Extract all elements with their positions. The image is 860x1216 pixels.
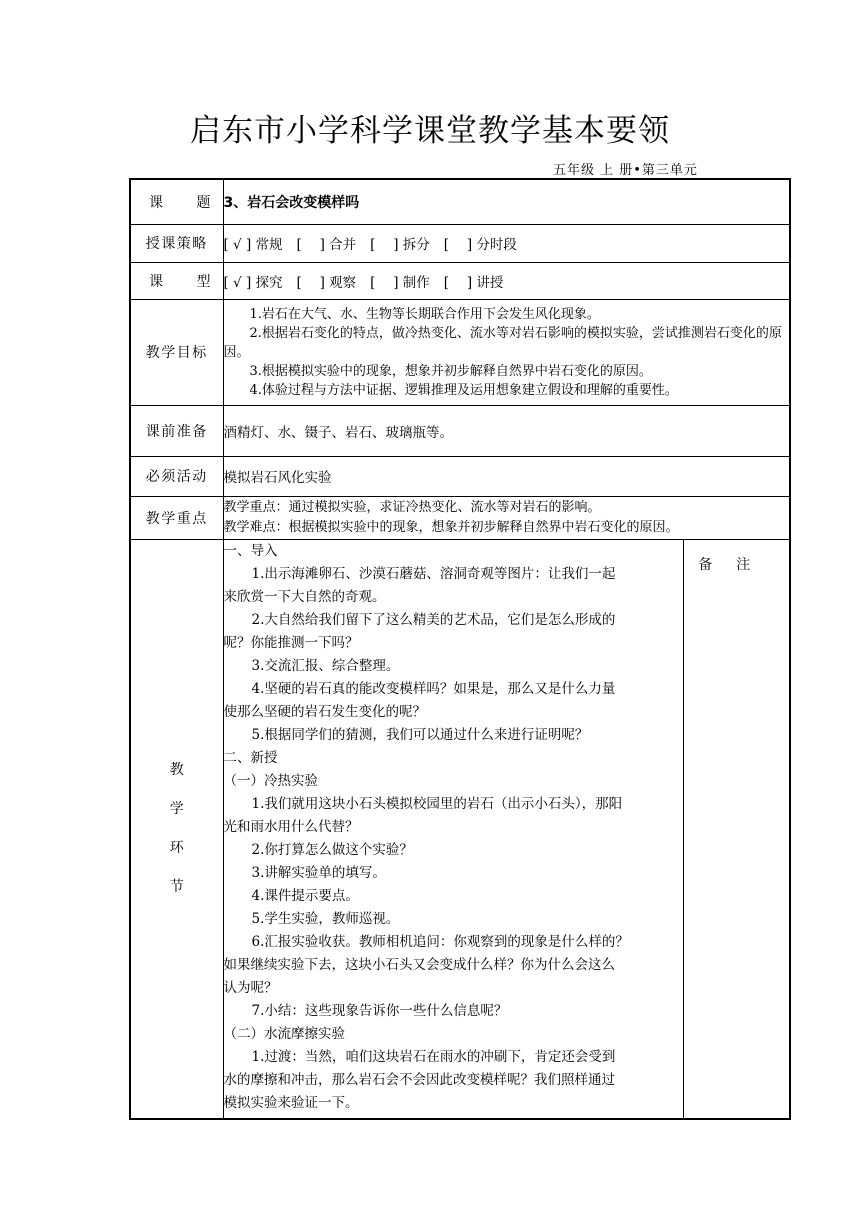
- notes-column: 备注: [683, 539, 790, 1119]
- process-line: 使那么坚硬的岩石发生变化的呢？: [223, 703, 426, 720]
- process-line: 一、导入: [223, 542, 278, 559]
- activity-value: 模拟岩石风化实验: [223, 456, 790, 496]
- process-line: 4.课件提示要点。: [251, 887, 359, 904]
- process-line: 2.大自然给我们留下了这么精美的艺术品，它们是怎么形成的: [251, 611, 616, 628]
- process-line: 呢？你能推测一下吗？: [223, 634, 359, 651]
- process-line: 1.我们就用这块小石头模拟校园里的岩石（出示小石头），那阳: [251, 795, 623, 812]
- strategy-options: [223, 224, 790, 262]
- strategy-option[interactable]: [ ] 合并: [296, 237, 357, 253]
- label-strategy: 授课策略: [130, 224, 223, 262]
- type-option[interactable]: [ ] 制作: [370, 274, 430, 291]
- focus-key: 教学重点：通过模拟实验，求证冷热变化、流水等对岩石的影响。: [223, 499, 601, 515]
- label-prep: 课前准备: [130, 405, 223, 456]
- goal-item: 2.根据岩石变化的特点，做冷热变化、流水等对岩石影响的模拟实验，尝试推测岩石变化的原因。: [223, 325, 782, 360]
- process-line: 光和雨水用什么代替？: [223, 818, 359, 835]
- row-prep: [130, 405, 790, 456]
- process-line: 3.交流汇报、综合整理。: [251, 657, 400, 674]
- process-content: [223, 539, 683, 1119]
- topic-value: 3、岩石会改变模样吗: [223, 179, 790, 224]
- document-title: 启东市小学科学课堂教学基本要领: [190, 113, 670, 149]
- label-topic: 课 题: [130, 179, 223, 224]
- lesson-plan-table: [129, 178, 791, 1120]
- goal-item: 4.体验过程与方法中证据、逻辑推理及运用想象建立假设和理解的重要性。: [249, 382, 678, 398]
- goal-item: 1.岩石在大气、水、生物等长期联合作用下会发生风化现象。: [249, 306, 600, 322]
- process-line: 水的摩擦和冲击，那么岩石会不会因此改变模样呢？我们照样通过: [223, 1071, 615, 1088]
- process-line: 来欣赏一下大自然的奇观。: [223, 588, 386, 605]
- row-strategy: [130, 224, 790, 262]
- process-line: 5.学生实验，教师巡视。: [251, 910, 400, 927]
- prep-value: 酒精灯、水、镊子、岩石、玻璃瓶等。: [223, 405, 790, 456]
- process-line: 5.根据同学们的猜测，我们可以通过什么来进行证明呢？: [251, 726, 589, 743]
- process-line: 6.汇报实验收获。教师相机追问：你观察到的现象是什么样的？: [251, 933, 629, 950]
- goal-item: 3.根据模拟实验中的现象，想象并初步解释自然界中岩石变化的原因。: [249, 363, 652, 379]
- row-activity: [130, 456, 790, 496]
- label-type: 课 型: [130, 262, 223, 299]
- process-line: 1.过渡：当然，咱们这块岩石在雨水的冲刷下，肯定还会受到: [251, 1048, 616, 1065]
- goals-list: [223, 299, 790, 405]
- process-line: 2.你打算怎么做这个实验？: [251, 841, 413, 858]
- type-option[interactable]: [ ] 观察: [296, 274, 357, 291]
- row-focus: [130, 496, 790, 539]
- process-line: （二）水流摩擦实验: [223, 1025, 345, 1042]
- row-topic: [130, 179, 790, 224]
- process-line: 模拟实验来验证一下。: [223, 1094, 359, 1111]
- strategy-option[interactable]: [ ] 拆分: [370, 237, 430, 253]
- focus-difficulty: 教学难点：根据模拟实验中的现象，想象并初步解释自然界中岩石变化的原因。: [223, 519, 679, 535]
- row-goals: [130, 299, 790, 405]
- process-line: （一）冷热实验: [223, 772, 318, 789]
- focus-lines: [223, 496, 790, 539]
- process-line: 7.小结：这些现象告诉你一些什么信息呢？: [251, 1002, 508, 1019]
- label-goals: 教学目标: [130, 299, 223, 405]
- process-line: 认为呢？: [223, 979, 278, 996]
- type-options: [223, 262, 790, 299]
- strategy-option[interactable]: [ ] 分时段: [443, 237, 517, 253]
- process-line: 3.讲解实验单的填写。: [251, 864, 386, 881]
- row-type: [130, 262, 790, 299]
- grade-unit-label: 五年级 上 册•第三单元: [553, 163, 698, 178]
- strategy-option[interactable]: [ √ ] 常规: [223, 237, 283, 253]
- label-activity: 必须活动: [130, 456, 223, 496]
- process-line: 二、新授: [223, 749, 278, 766]
- label-process: 教 学 环 节: [130, 539, 223, 1119]
- process-line: 4.坚硬的岩石真的能改变模样吗？如果是，那么又是什么力量: [251, 680, 616, 697]
- type-option[interactable]: [ ] 讲授: [443, 274, 504, 291]
- label-focus: 教学重点: [130, 496, 223, 539]
- type-option[interactable]: [ √ ] 探究: [223, 274, 283, 291]
- process-line: 如果继续实验下去，这块小石头又会变成什么样？你为什么会这么: [223, 956, 615, 973]
- process-line: 1.出示海滩卵石、沙漠石蘑菇、溶洞奇观等图片：让我们一起: [251, 565, 616, 582]
- row-process: [130, 539, 790, 1119]
